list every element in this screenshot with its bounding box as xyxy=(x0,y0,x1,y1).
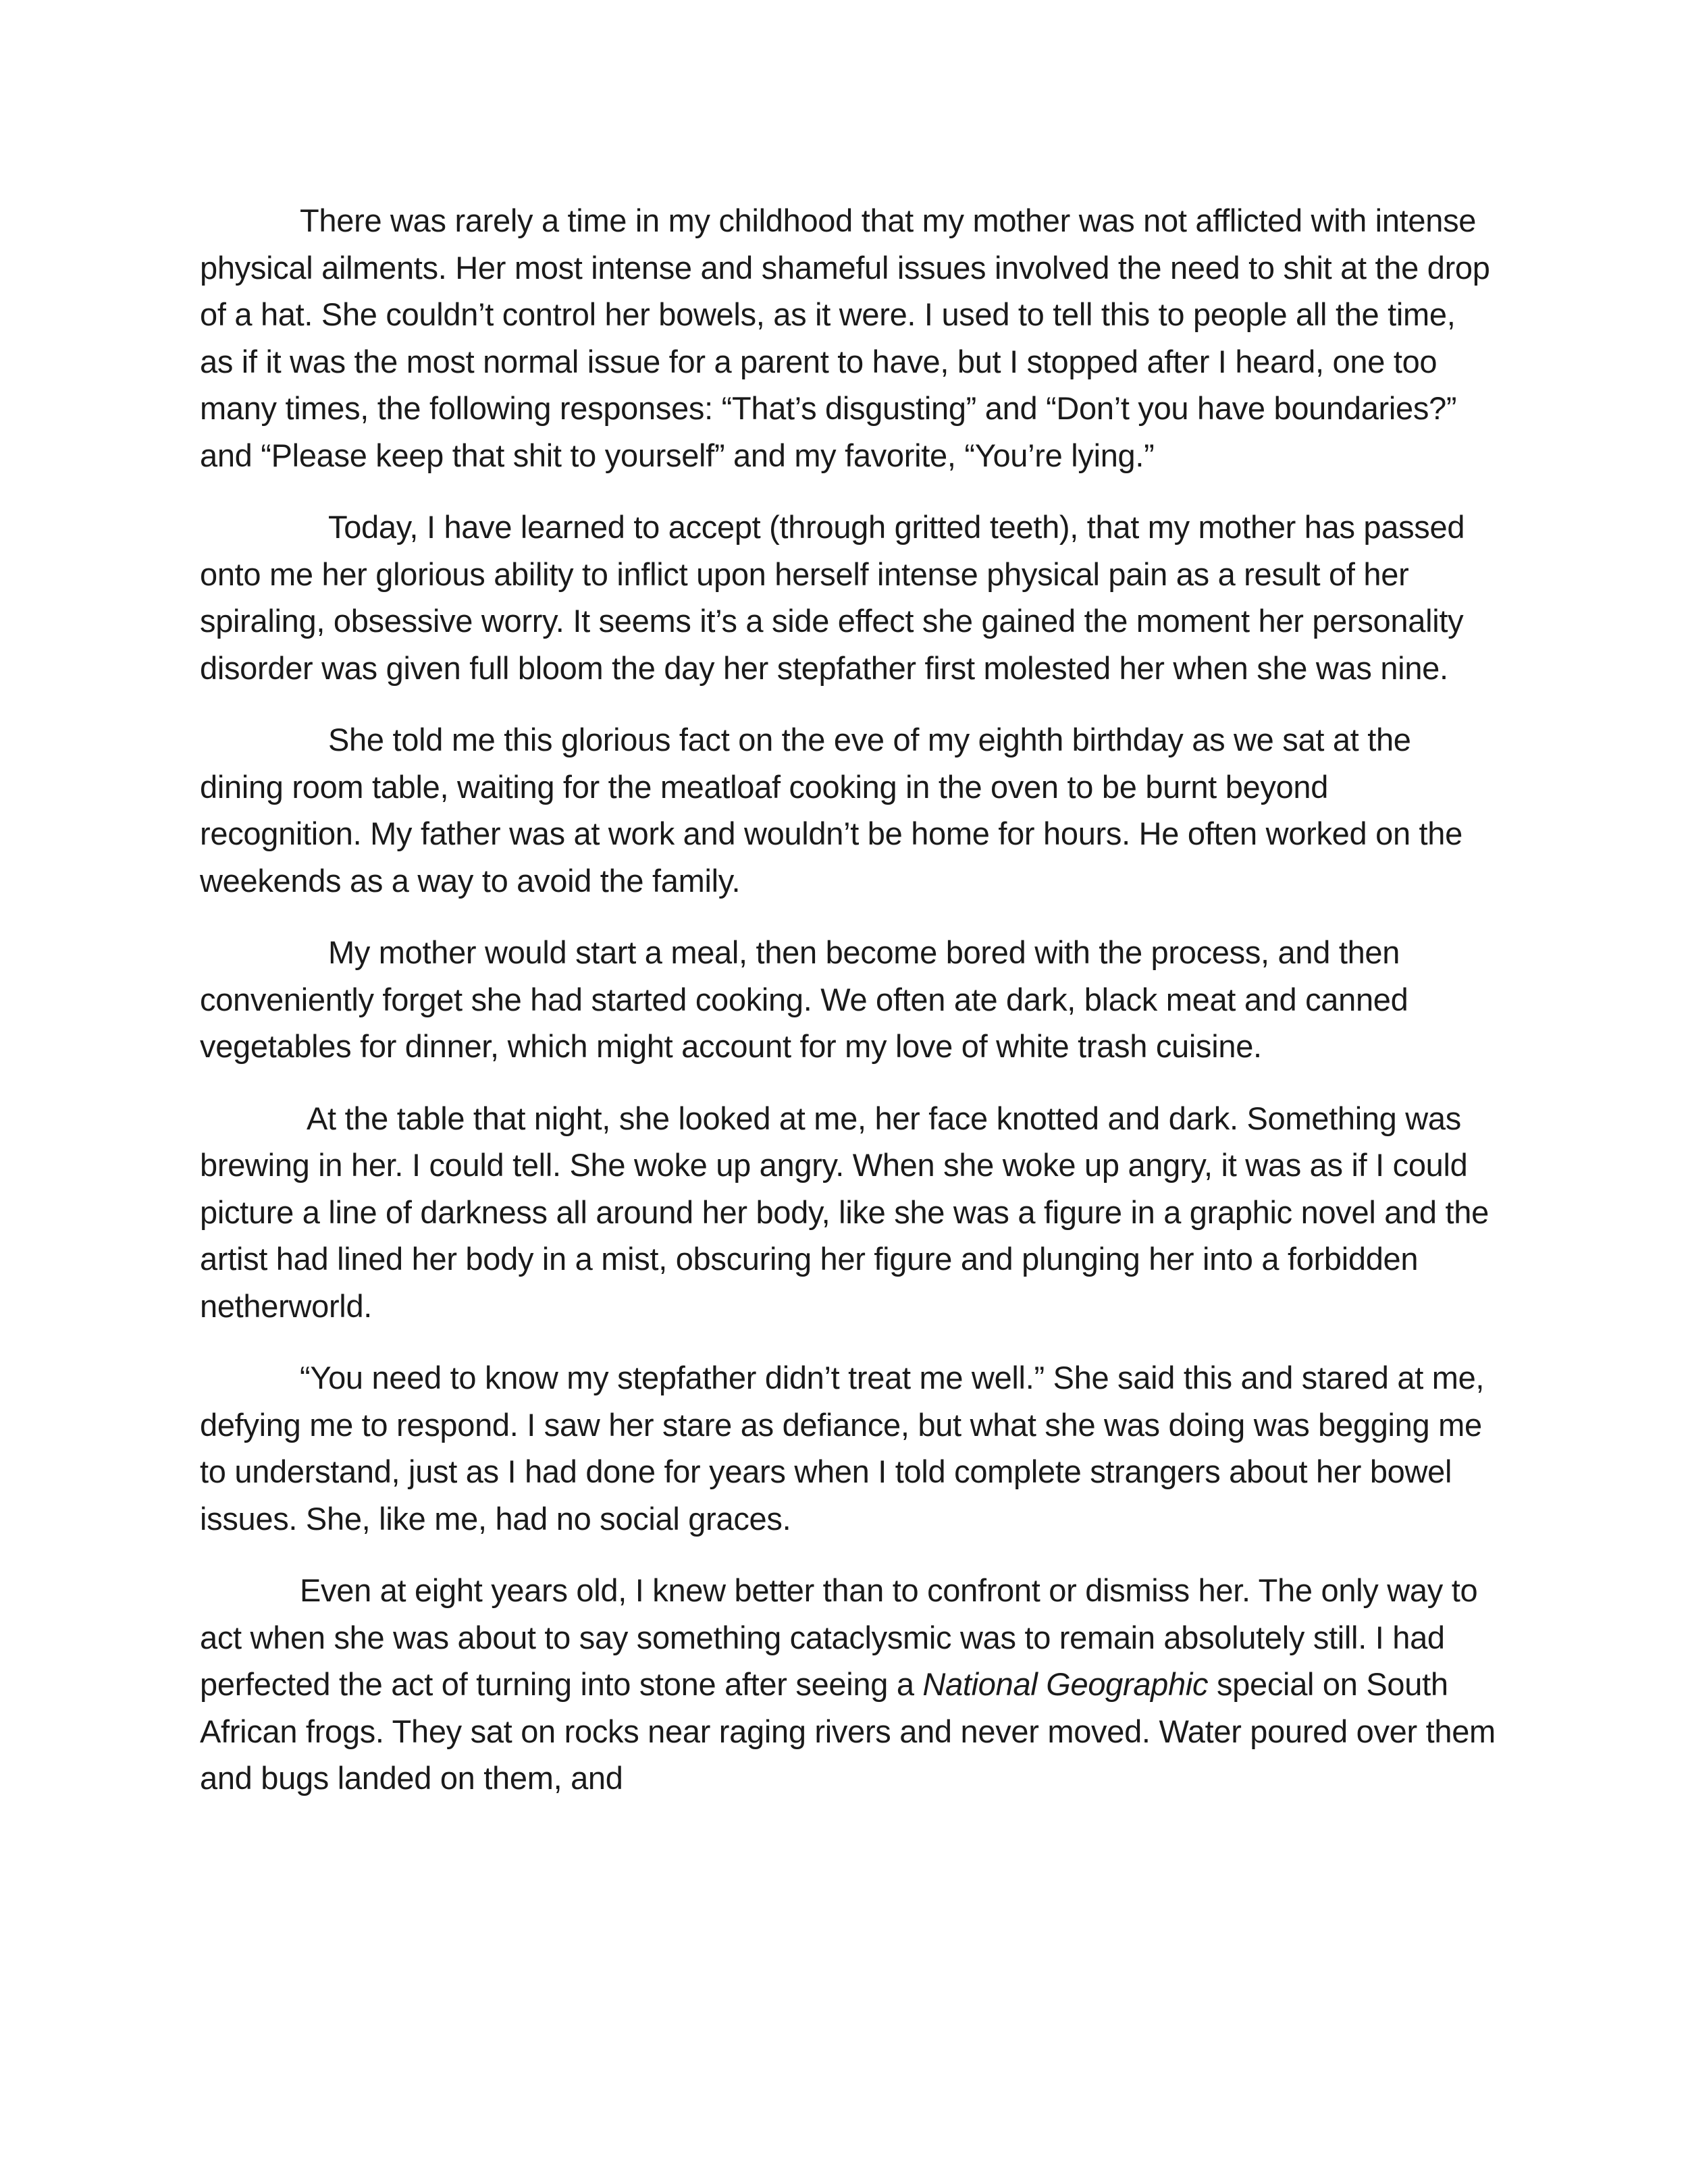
paragraph-7 xyxy=(200,1567,1496,1802)
paragraph-7-text-start: Even at eight years old, I knew better than to confront or dismiss her. The only way to act when she was about to say something cataclysmic was to remain absolutely still. I had perfected the act of turning into stone after seeing a xyxy=(200,1572,1478,1702)
paragraph-7-text-end: special on South African frogs. They sat on rocks near raging rivers and never moved. Water poured over them and bugs landed on them, and xyxy=(200,1666,1496,1796)
paragraph-6: “You need to know my stepfather didn’t treat me well.” She said this and stared at me, defying me to respond. I saw her stare as defiance, but what she was doing was begging me to understand, just as I had done for years when I told complete strangers about her bowel issues. She, like me, had no social graces. xyxy=(200,1360,1485,1537)
magazine-title: National Geographic xyxy=(922,1666,1209,1702)
paragraph-4: My mother would start a meal, then become bored with the process, and then conveniently forget she had started cooking. We often ate dark, black meat and canned vegetables for dinner, which might account for my love of white trash cuisine. xyxy=(200,934,1408,1064)
paragraph-3: She told me this glorious fact on the eve of my eighth birthday as we sat at the dining room table, waiting for the meatloaf cooking in the oven to be burnt beyond recognition. My father was at work and wouldn’t be home for hours. He often worked on the weekends as a way to avoid the family. xyxy=(200,722,1462,899)
paragraph-1: There was rarely a time in my childhood that my mother was not afflicted with intense physical ailments. Her most intense and shameful issues involved the need to shit at the drop of a hat. She couldn’t control her bowels, as it were. I used to tell this to people all the time, as if it was the most normal issue for a parent to have, but I stopped after I heard, one too many times, the following responses: “That’s disgusting” and “Don’t you have boundaries?” and “Please keep that shit to yourself” and my favorite, “You’re lying.” xyxy=(200,203,1490,473)
document-body xyxy=(200,197,1496,1802)
paragraph-2: Today, I have learned to accept (through gritted teeth), that my mother has passed onto me her glorious ability to inflict upon herself intense physical pain as a result of her spiraling, obsessive worry. It seems it’s a side effect she gained the moment her personality disorder was given full bloom the day her stepfather first molested her when she was nine. xyxy=(200,509,1465,686)
paragraph-5: At the table that night, she looked at me, her face knotted and dark. Something was brewing in her. I could tell. She woke up angry. When she woke up angry, it was as if I could picture a line of darkness all around her body, like she was a figure in a graphic novel and the artist had lined her body in a mist, obscuring her figure and plunging her into a forbidden netherworld. xyxy=(200,1100,1489,1324)
